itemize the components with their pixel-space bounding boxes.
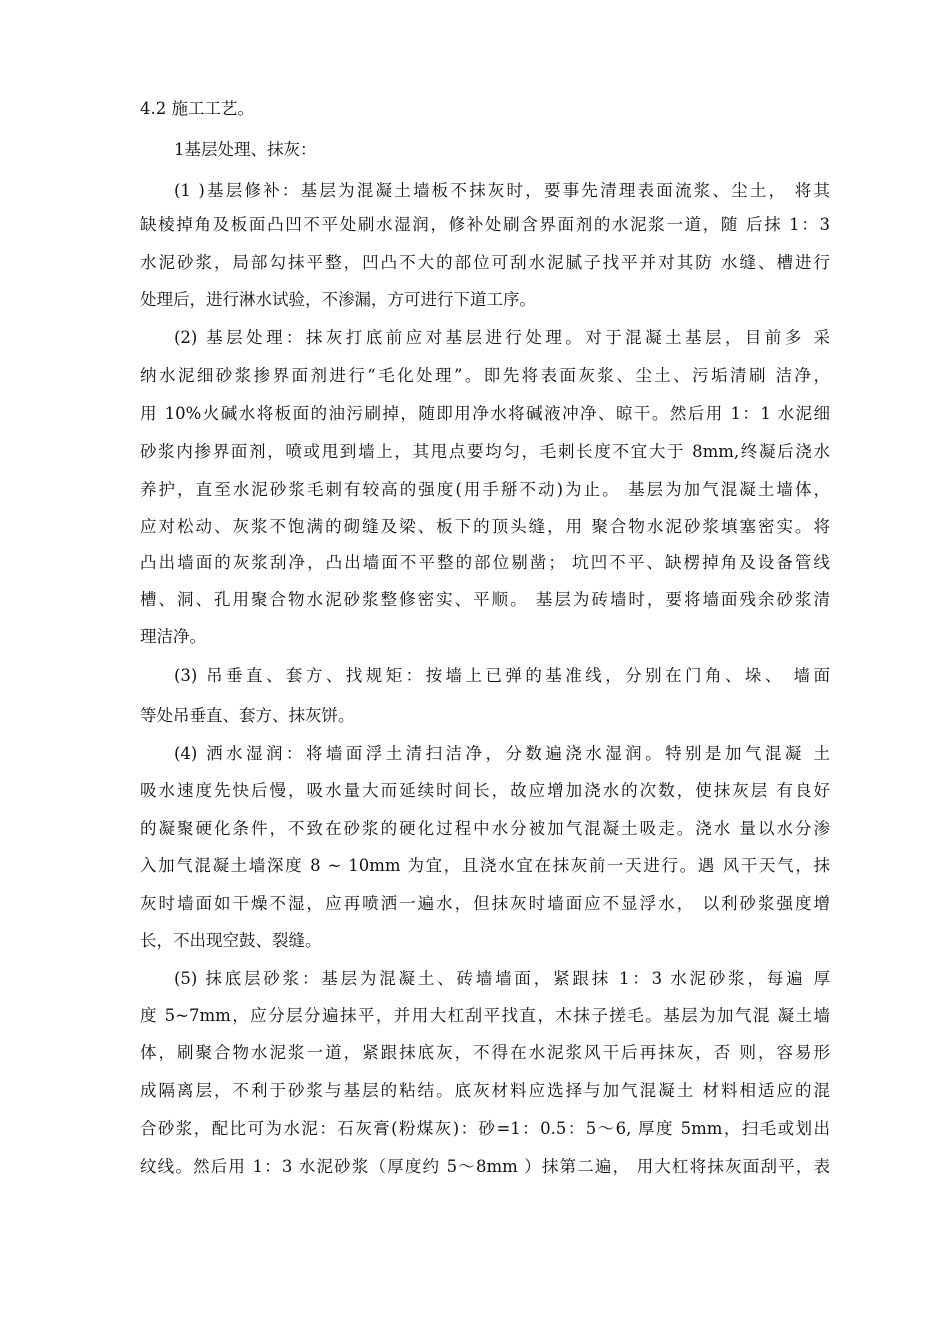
paragraph-4-line: (4) 洒水湿润：将墙面浮土清扫洁净，分数遍浇水湿润。特别是加气混凝 土 <box>174 744 830 763</box>
paragraph-3-line: 等处吊垂直、套方、抹灰饼。 <box>140 706 355 725</box>
paragraph-4-line: 长，不出现空鼓、裂缝。 <box>140 931 322 950</box>
paragraph-3-line: (3) 吊垂直、套方、找规矩：按墙上已弹的基准线，分别在门角、垛、 墙面 <box>174 666 830 685</box>
paragraph-4-line: 吸水速度先快后慢，吸水量大而延续时间长，故应增加浇水的次数，使抹灰层 有良好 <box>140 781 830 800</box>
paragraph-4-line: 灰时墙面如干燥不湿，应再喷洒一遍水，但抹灰时墙面应不显浮水， 以利砂浆强度增 <box>140 894 830 913</box>
paragraph-1-line: (1 )基层修补：基层为混凝土墙板不抹灰时，要事先清理表面流浆、尘土， 将其 <box>174 181 830 200</box>
paragraph-1-line: 缺棱掉角及板面凸凹不平处刷水湿润，修补处刷含界面剂的水泥浆一道，随 后抹 1：3 <box>140 215 830 234</box>
paragraph-2-line: (2) 基层处理：抹灰打底前应对基层进行处理。对于混凝土基层，目前多 采 <box>174 328 830 347</box>
paragraph-2-line: 凸出墙面的灰浆刮净，凸出墙面不平整的部位剔凿； 坑凹不平、缺楞掉角及设备管线 <box>140 553 830 572</box>
paragraph-2-line: 槽、洞、孔用聚合物水泥砂浆整修密实、平顺。 基层为砖墙时，要将墙面残余砂浆清 <box>140 590 830 609</box>
paragraph-4-line: 的凝聚硬化条件，不致在砂浆的硬化过程中水分被加气混凝土吸走。浇水 量以水分渗 <box>140 819 830 838</box>
paragraph-5-line: 体，刷聚合物水泥浆一道，紧跟抹底灰，不得在水泥浆风干后再抹灰，否 则，容易形 <box>140 1043 830 1062</box>
paragraph-1-line: 水泥砂浆，局部勾抹平整，凹凸不大的部位可刮水泥腻子找平并对其防 水缝、槽进行 <box>140 253 830 272</box>
paragraph-5-line: 合砂浆，配比可为水泥：石灰膏(粉煤灰)：砂=1：0.5：5〜6, 厚度 5mm，扫毛或划出 <box>140 1119 830 1138</box>
paragraph-4-line: 入加气混凝土墙深度 8 ~ 10mm 为宜，且浇水宜在抹灰前一天进行。遇 风干天气，抹 <box>140 856 830 875</box>
paragraph-2-line: 理洁净。 <box>140 627 206 646</box>
paragraph-2-line: 应对松动、灰浆不饱满的砌缝及梁、板下的顶头缝，用 聚合物水泥砂浆填塞密实。将 <box>140 517 830 536</box>
paragraph-2-line: 砂浆内掺界面剂，喷或甩到墙上，其甩点要均匀，毛刺长度不宜大于 8mm,终凝后浇水 <box>140 442 830 461</box>
paragraph-5-line: 纹线。然后用 1：3 水泥砂浆（厚度约 5〜8mm ）抹第二遍， 用大杠将抹灰面刮平，表 <box>140 1157 830 1176</box>
section-heading: 4.2 施工工艺。 <box>140 99 254 118</box>
paragraph-5-line: 成隔离层，不利于砂浆与基层的粘结。底灰材料应选择与加气混凝土 材料相适应的混 <box>140 1081 830 1100</box>
paragraph-5-line: (5) 抹底层砂浆：基层为混凝土、砖墙墙面，紧跟抹 1：3 水泥砂浆，每遍 厚 <box>174 969 830 988</box>
paragraph-2-line: 养护，直至水泥砂浆毛刺有较高的强度(用手掰不动)为止。 基层为加气混凝土墙体， <box>140 480 830 499</box>
paragraph-2-line: 纳水泥细砂浆掺界面剂进行“毛化处理”。即先将表面灰浆、尘土、污垢清刷 洁净， <box>140 366 830 385</box>
paragraph-2-line: 用 10%火碱水将板面的油污刷掉，随即用净水将碱液冲净、晾干。然后用 1：1 水泥细 <box>140 404 830 423</box>
subsection-heading: 1基层处理、抹灰： <box>174 140 317 159</box>
paragraph-1-line: 处理后，进行淋水试验，不渗漏，方可进行下道工序。 <box>140 290 536 309</box>
paragraph-5-line: 度 5~7mm，应分层分遍抹平，并用大杠刮平找直，木抹子搓毛。基层为加气混 凝土墙 <box>140 1006 830 1025</box>
